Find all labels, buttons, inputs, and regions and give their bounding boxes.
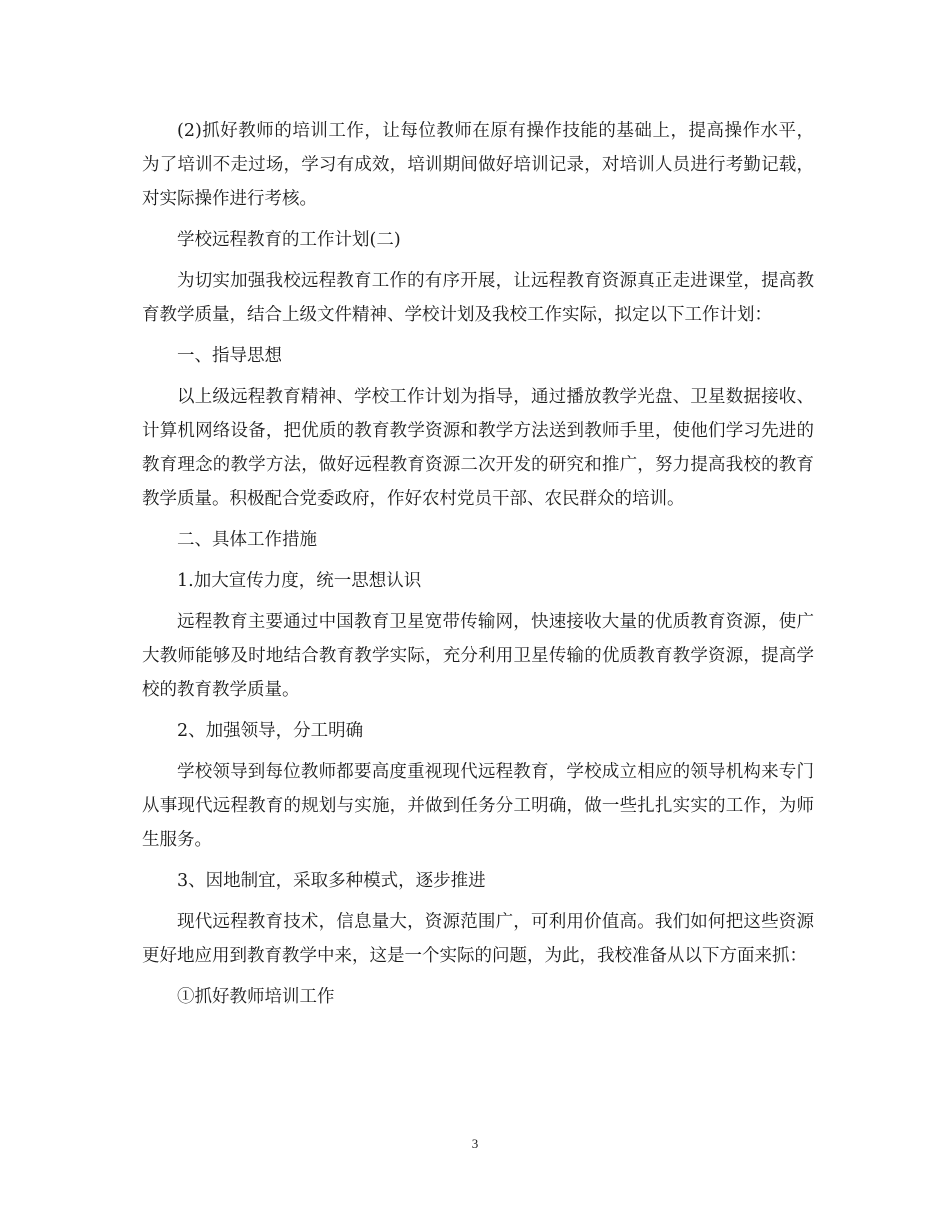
subheading-publicity: 1.加大宣传力度，统一思想认识 bbox=[177, 571, 422, 591]
paragraph-publicity: 远程教育主要通过中国教育卫星宽带传输网，快速接收大量的优质教育资源，使广大教师能够及时地结合教育教学实际，充分利用卫星传输的优质教育教学资源，提高学校的教育教学质量。 bbox=[142, 612, 814, 700]
paragraph-guiding-ideology: 以上级远程教育精神、学校工作计划为指导，通过播放教学光盘、卫星数据接收、计算机网络设备，把优质的教育教学资源和教学方法送到教师手里，使他们学习先进的教育理念的教学方法，做好远程教育资源二次开发的研究和推广，努力提高我校的教育教学质量。积极配合党委政府，作好农村党员干部、农民群众的培训。 bbox=[142, 387, 814, 509]
paragraph-introduction: 为切实加强我校远程教育工作的有序开展，让远程教育资源真正走进课堂，提高教育教学质量，结合上级文件精神、学校计划及我校工作实际，拟定以下工作计划： bbox=[142, 271, 814, 325]
page-number: 3 bbox=[471, 1136, 479, 1151]
heading-specific-measures: 二、具体工作措施 bbox=[177, 530, 317, 550]
section-title-work-plan-2: 学校远程教育的工作计划(二) bbox=[177, 230, 401, 250]
paragraph-local-conditions: 现代远程教育技术，信息量大，资源范围广，可利用价值高。我们如何把这些资源更好地应用到教育教学中来，这是一个实际的问题，为此，我校准备从以下方面来抓： bbox=[142, 912, 814, 966]
subheading-leadership: 2、加强领导，分工明确 bbox=[177, 721, 364, 741]
subheading-local-conditions: 3、因地制宜，采取多种模式，逐步推进 bbox=[177, 871, 486, 891]
paragraph-leadership: 学校领导到每位教师都要高度重视现代远程教育，学校成立相应的领导机构来专门从事现代远程教育的规划与实施，并做到任务分工明确，做一些扎扎实实的工作，为师生服务。 bbox=[142, 762, 814, 850]
heading-guiding-ideology: 一、指导思想 bbox=[177, 346, 282, 366]
list-item-teacher-training: ①抓好教师培训工作 bbox=[177, 987, 335, 1007]
paragraph-teacher-training-item-2: (2)抓好教师的培训工作，让每位教师在原有操作技能的基础上，提高操作水平，为了培训不走过场，学习有成效，培训期间做好培训记录，对培训人员进行考勤记载，对实际操作进行考核。 bbox=[142, 121, 814, 209]
document-body bbox=[142, 114, 814, 1021]
